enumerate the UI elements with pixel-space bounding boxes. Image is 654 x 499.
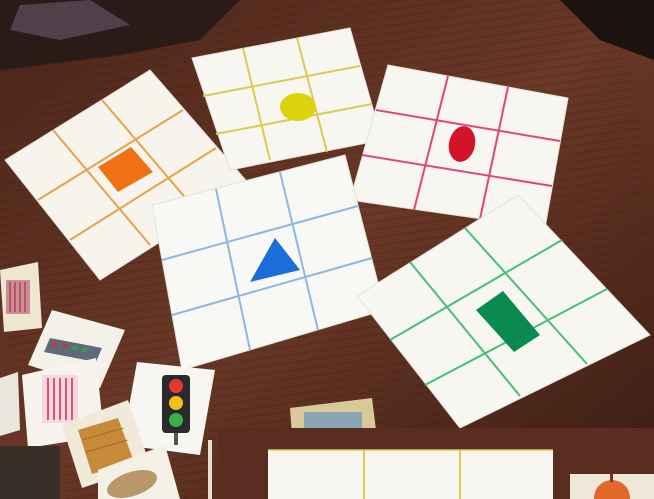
bottom-grid-card (268, 450, 553, 499)
yellow-circle-shape (280, 93, 316, 121)
bottom-left-inset (0, 446, 60, 499)
divider-line (208, 440, 212, 499)
picture-card-striped-object (0, 262, 42, 332)
picture-card-apple (570, 474, 654, 499)
picture-card-left-edge (0, 372, 20, 436)
